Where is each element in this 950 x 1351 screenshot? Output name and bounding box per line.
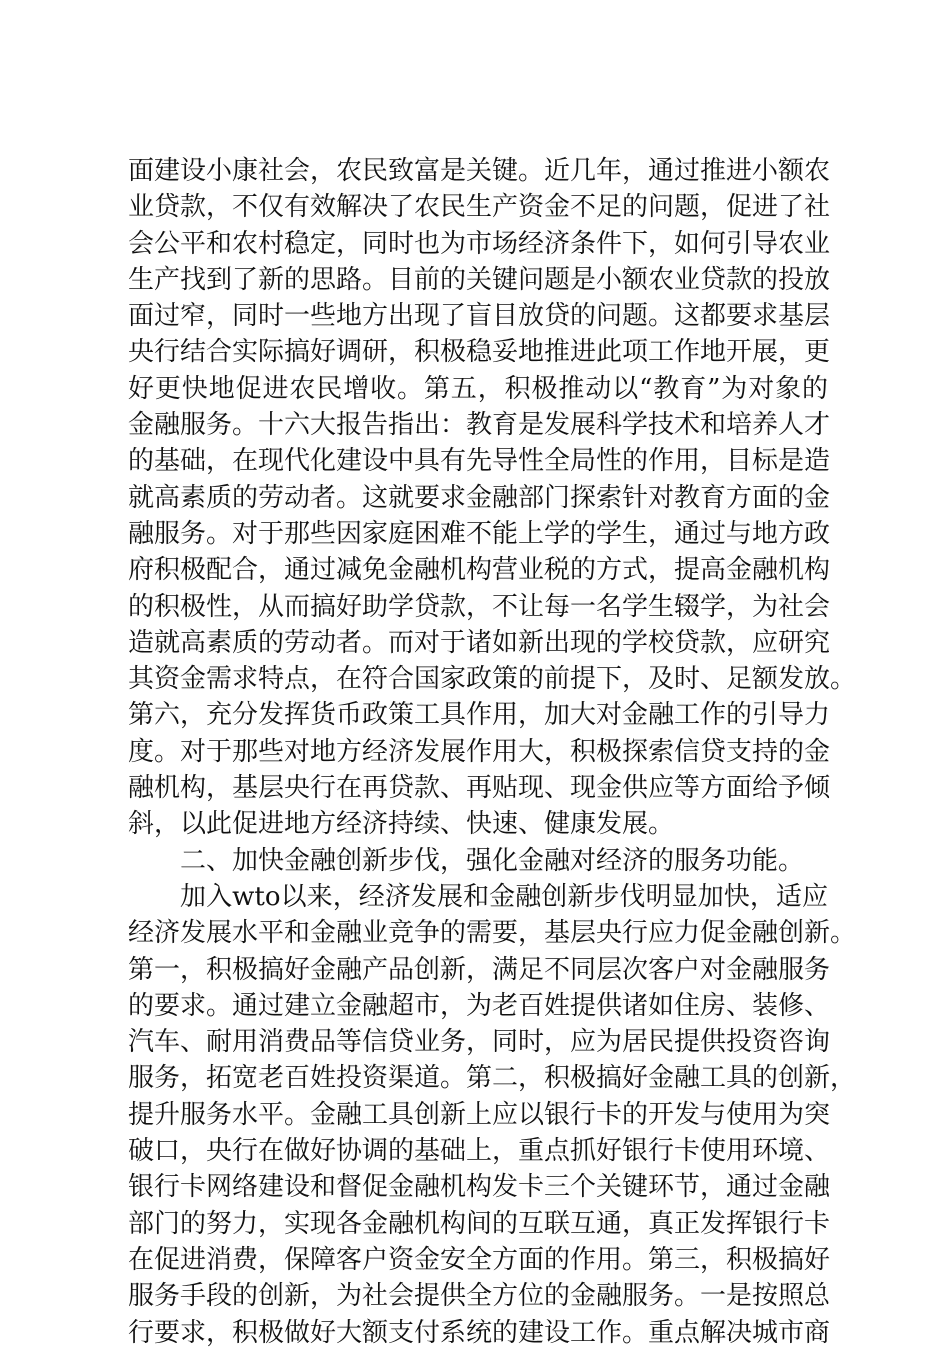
text-line: 行要求，积极做好大额支付系统的建设工作。重点解决城市商 — [128, 1317, 831, 1348]
text-line: 融服务。对于那些因家庭困难不能上学的学生，通过与地方政 — [128, 518, 831, 549]
document-body — [128, 153, 857, 1351]
text-line: 的积极性，从而搞好助学贷款，不让每一名学生辍学，为社会 — [128, 591, 831, 622]
text-line: 其资金需求特点，在符合国家政策的前提下，及时、足额发放。 — [128, 664, 857, 695]
text-line: 造就高素质的劳动者。而对于诸如新出现的学校贷款，应研究 — [128, 627, 831, 658]
text-line: 第一，积极搞好金融产品创新，满足不同层次客户对金融服务 — [128, 954, 831, 985]
text-line: 第六，充分发挥货币政策工具作用，加大对金融工作的引导力 — [128, 700, 831, 731]
text-line: 服务手段的创新，为社会提供全方位的金融服务。一是按照总 — [128, 1281, 831, 1312]
text-line: 生产找到了新的思路。目前的关键问题是小额农业贷款的投放 — [128, 264, 831, 295]
text-line: 银行卡网络建设和督促金融机构发卡三个关键环节，通过金融 — [128, 1172, 831, 1203]
text-line: 提升服务水平。金融工具创新上应以银行卡的开发与使用为突 — [128, 1099, 831, 1130]
text-line: 就高素质的劳动者。这就要求金融部门探索针对教育方面的金 — [128, 482, 831, 513]
text-line: 服务，拓宽老百姓投资渠道。第二，积极搞好金融工具的创新， — [128, 1063, 857, 1094]
text-line: 央行结合实际搞好调研，积极稳妥地推进此项工作地开展，更 — [128, 337, 831, 368]
text-line: 金融服务。十六大报告指出：教育是发展科学技术和培养人才 — [128, 410, 831, 441]
text-line: 好更快地促进农民增收。第五，积极推动以“教育”为对象的 — [128, 373, 828, 404]
text-line: 面建设小康社会，农民致富是关键。近几年，通过推进小额农 — [128, 156, 831, 186]
text-line: 业贷款，不仅有效解决了农民生产资金不足的问题，促进了社 — [128, 192, 831, 223]
text-line: 的基础，在现代化建设中具有先导性全局性的作用，目标是造 — [128, 446, 831, 477]
paragraph-first-line: 加入wto以来，经济发展和金融创新步伐明显加快，适应 — [180, 881, 828, 912]
section-heading: 二、加快金融创新步伐，强化金融对经济的服务功能。 — [180, 845, 805, 876]
text-line: 面过窄，同时一些地方出现了盲目放贷的问题。这都要求基层 — [128, 301, 831, 332]
text-line: 汽车、耐用消费品等信贷业务，同时，应为居民提供投资咨询 — [128, 1027, 831, 1058]
paragraph-last-line: 斜，以此促进地方经济持续、快速、健康发展。 — [128, 809, 675, 840]
text-line: 的要求。通过建立金融超市，为老百姓提供诸如住房、装修、 — [128, 990, 831, 1021]
text-line: 在促进消费，保障客户资金安全方面的作用。第三，积极搞好 — [128, 1244, 831, 1275]
text-line: 度。对于那些对地方经济发展作用大，积极探索信贷支持的金 — [128, 736, 831, 767]
text-line: 府积极配合，通过减免金融机构营业税的方式，提高金融机构 — [128, 555, 831, 586]
text-line: 部门的努力，实现各金融机构间的互联互通，真正发挥银行卡 — [128, 1208, 831, 1239]
text-line: 融机构，基层央行在再贷款、再贴现、现金供应等方面给予倾 — [128, 773, 831, 804]
text-line: 会公平和农村稳定，同时也为市场经济条件下，如何引导农业 — [128, 228, 831, 259]
text-line: 经济发展水平和金融业竞争的需要，基层央行应力促金融创新。 — [128, 918, 857, 949]
text-line: 破口，央行在做好协调的基础上，重点抓好银行卡使用环境、 — [128, 1136, 831, 1167]
